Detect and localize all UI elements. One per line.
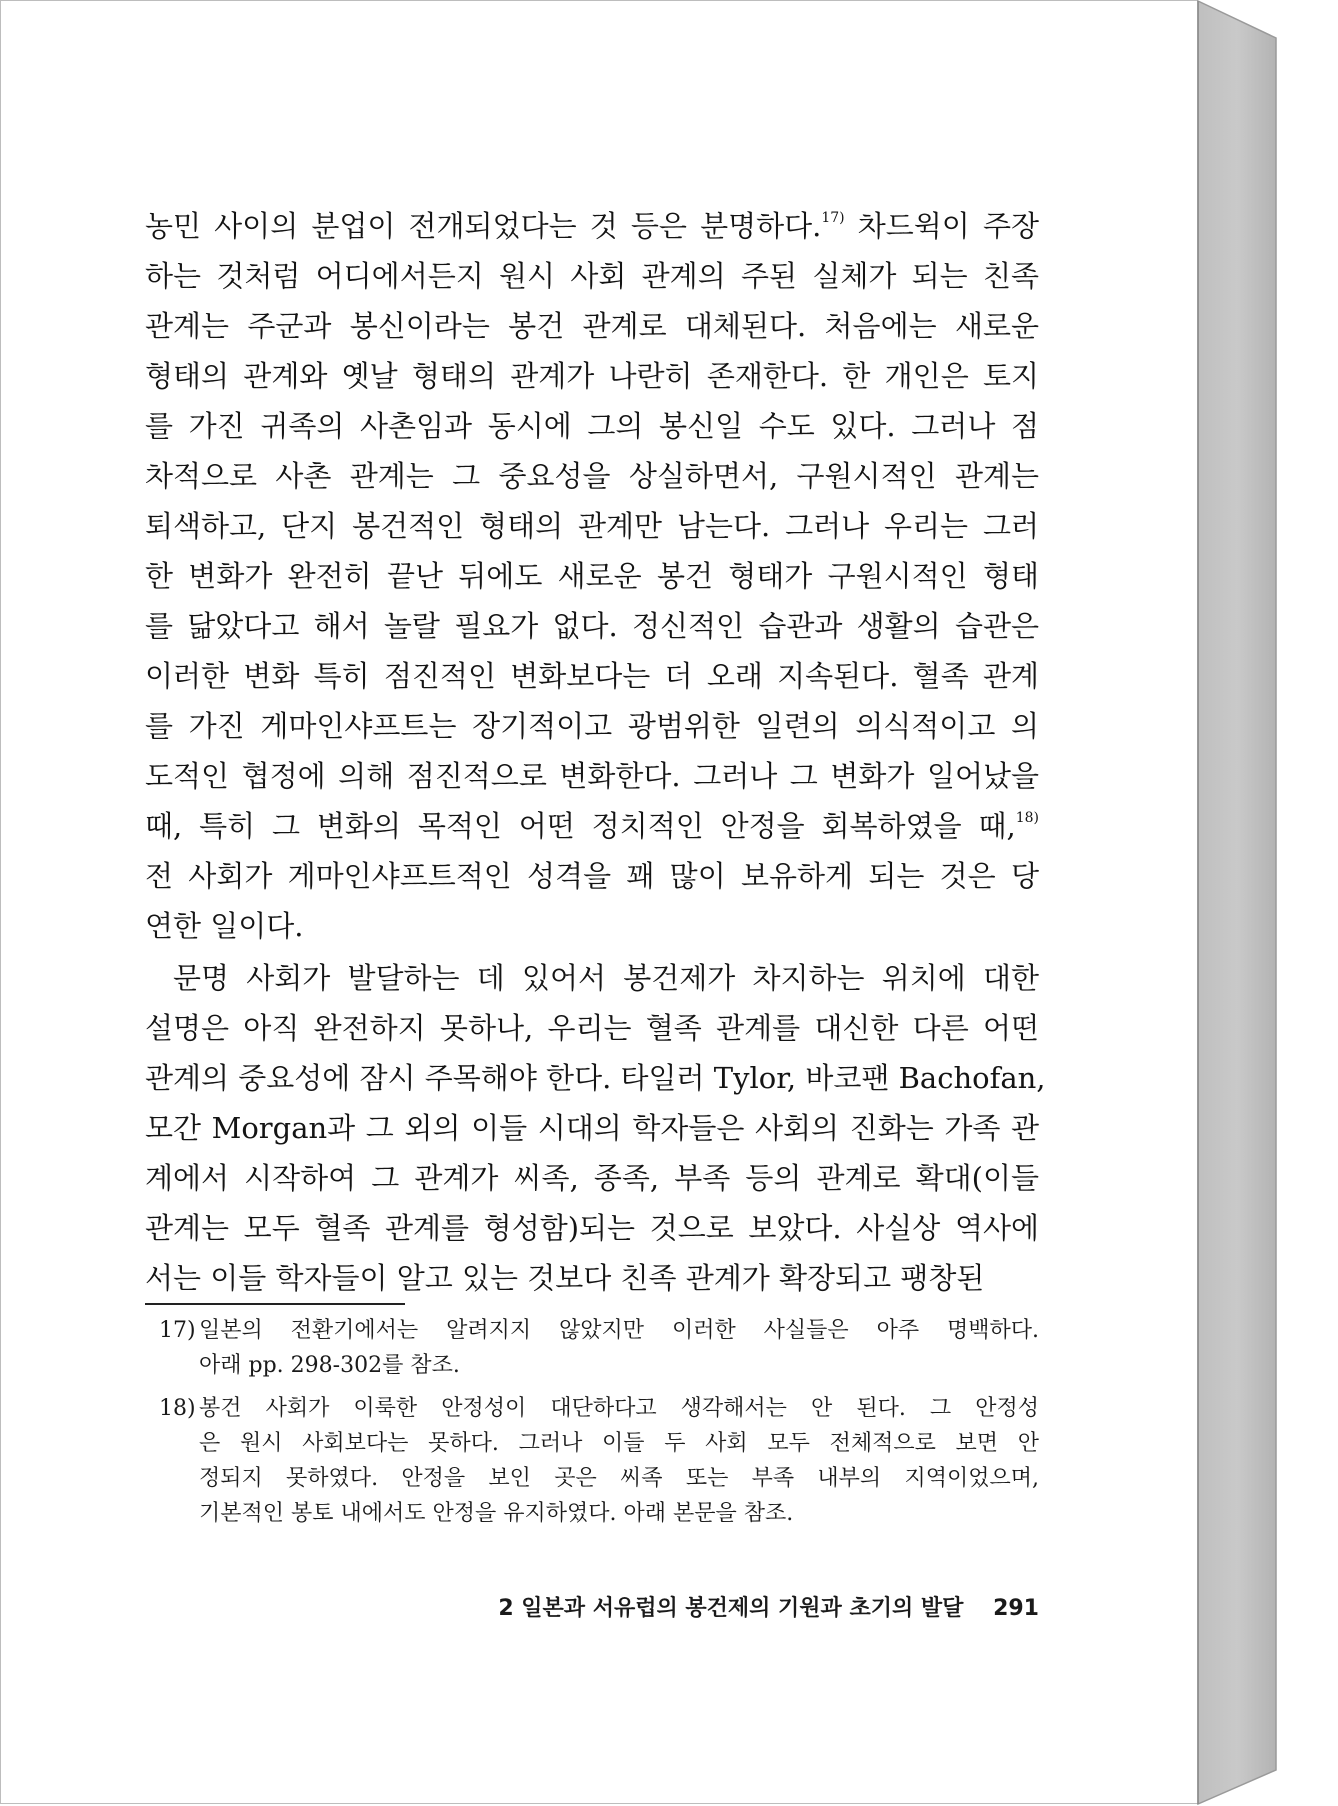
text-run: 하는 것처럼 어디에서든지 원시 사회 관계의 주된 실체가 되는 친족 bbox=[145, 259, 1039, 293]
footnotes bbox=[159, 1313, 1039, 1531]
text-line bbox=[145, 201, 1039, 251]
text-line bbox=[145, 651, 1039, 701]
text-line bbox=[145, 601, 1039, 651]
text-run: 전 사회가 게마인샤프트적인 성격을 꽤 많이 보유하게 되는 것은 당 bbox=[145, 859, 1039, 893]
text-line bbox=[145, 1253, 1039, 1303]
text-run: 를 닮았다고 해서 놀랄 필요가 없다. 정신적인 습관과 생활의 습관은 bbox=[145, 609, 1039, 643]
text-run: 이러한 변화 특히 점진적인 변화보다는 더 오래 지속된다. 혈족 관계 bbox=[145, 659, 1039, 693]
footnote-line: 일본의 전환기에서는 알려지지 않았지만 이러한 사실들은 아주 명백하다. bbox=[199, 1318, 1039, 1343]
page-number: 291 bbox=[993, 1596, 1039, 1621]
text-run: 관계는 모두 혈족 관계를 형성함)되는 것으로 보았다. 사실상 역사에 bbox=[145, 1211, 1039, 1245]
text-run: 차적으로 사촌 관계는 그 중요성을 상실하면서, 구원시적인 관계는 bbox=[145, 459, 1039, 493]
text-line bbox=[145, 501, 1039, 551]
text-run: 를 가진 귀족의 사촌임과 동시에 그의 봉신일 수도 있다. 그러나 점 bbox=[145, 409, 1039, 443]
text-line bbox=[145, 351, 1039, 401]
footnote-marker: 17) bbox=[821, 210, 845, 226]
text-line bbox=[145, 1003, 1039, 1053]
text-line bbox=[145, 901, 1039, 951]
footnote-line: 정되지 못하였다. 안정을 보인 곳은 씨족 또는 부족 내부의 지역이었으며, bbox=[199, 1466, 1039, 1491]
text-run: 모간 Morgan과 그 외의 이들 시대의 학자들은 사회의 진화는 가족 관 bbox=[145, 1111, 1039, 1145]
text-line bbox=[145, 301, 1039, 351]
footnote-line: 봉건 사회가 이룩한 안정성이 대단하다고 생각해서는 안 된다. 그 안정성 bbox=[199, 1396, 1039, 1421]
text-run: 형태의 관계와 옛날 형태의 관계가 나란히 존재한다. 한 개인은 토지 bbox=[145, 359, 1039, 393]
text-line bbox=[145, 1053, 1046, 1103]
footnote-line: 아래 pp. 298-302를 참조. bbox=[199, 1353, 460, 1378]
footnote-number: 17) bbox=[159, 1318, 196, 1343]
footnote-marker: 18) bbox=[1015, 810, 1039, 826]
text-run: 연한 일이다. bbox=[145, 909, 304, 943]
text-run: 를 가진 게마인샤프트는 장기적이고 광범위한 일련의 의식적이고 의 bbox=[145, 709, 1039, 743]
text-line bbox=[145, 551, 1039, 601]
text-run: 차드윅이 주장 bbox=[844, 209, 1039, 243]
text-run: 농민 사이의 분업이 전개되었다는 것 등은 분명하다. bbox=[145, 209, 822, 243]
text-run: 한 변화가 완전히 끝난 뒤에도 새로운 봉건 형태가 구원시적인 형태 bbox=[145, 559, 1039, 593]
text-run: 도적인 협정에 의해 점진적으로 변화한다. 그러나 그 변화가 일어났을 bbox=[145, 759, 1039, 793]
footnote-line: 은 원시 사회보다는 못하다. 그러나 이들 두 사회 모두 전체적으로 보면 안 bbox=[199, 1431, 1039, 1456]
text-line bbox=[145, 1103, 1039, 1153]
text-run: 퇴색하고, 단지 봉건적인 형태의 관계만 남는다. 그러나 우리는 그러 bbox=[145, 509, 1039, 543]
running-title: 2 일본과 서유럽의 봉건제의 기원과 초기의 발달 bbox=[498, 1596, 964, 1621]
footnote-line: 기본적인 봉토 내에서도 안정을 유지하였다. 아래 본문을 참조. bbox=[199, 1501, 794, 1526]
footnote-number: 18) bbox=[159, 1396, 196, 1421]
text-line bbox=[145, 701, 1039, 751]
text-line bbox=[145, 451, 1039, 501]
text-run: 문명 사회가 발달하는 데 있어서 봉건제가 차지하는 위치에 대한 bbox=[173, 961, 1039, 995]
text-line bbox=[145, 751, 1039, 801]
text-run: 설명은 아직 완전하지 못하나, 우리는 혈족 관계를 대신한 다른 어떤 bbox=[145, 1011, 1039, 1045]
text-line bbox=[145, 1203, 1039, 1253]
text-run: 관계는 주군과 봉신이라는 봉건 관계로 대체된다. 처음에는 새로운 bbox=[145, 309, 1039, 343]
text-line bbox=[145, 851, 1039, 901]
text-run: 관계의 중요성에 잠시 주목해야 한다. 타일러 Tylor, 바코팬 Bachofan, bbox=[145, 1061, 1046, 1095]
text-line bbox=[145, 1153, 1039, 1203]
text-run: 때, 특히 그 변화의 목적인 어떤 정치적인 안정을 회복하였을 때, bbox=[145, 809, 1016, 843]
text-run: 계에서 시작하여 그 관계가 씨족, 종족, 부족 등의 관계로 확대(이들 bbox=[145, 1161, 1039, 1195]
footnote bbox=[159, 1313, 1039, 1383]
text-line bbox=[145, 401, 1039, 451]
running-footer bbox=[145, 1591, 1039, 1622]
text-line bbox=[145, 251, 1039, 301]
text-run: 서는 이들 학자들이 알고 있는 것보다 친족 관계가 확장되고 팽창된 bbox=[145, 1261, 985, 1295]
main-text bbox=[145, 201, 1046, 1303]
footnote bbox=[159, 1391, 1039, 1531]
footnote-separator bbox=[145, 1303, 405, 1305]
text-line bbox=[145, 801, 1039, 851]
text-line bbox=[145, 953, 1039, 1003]
